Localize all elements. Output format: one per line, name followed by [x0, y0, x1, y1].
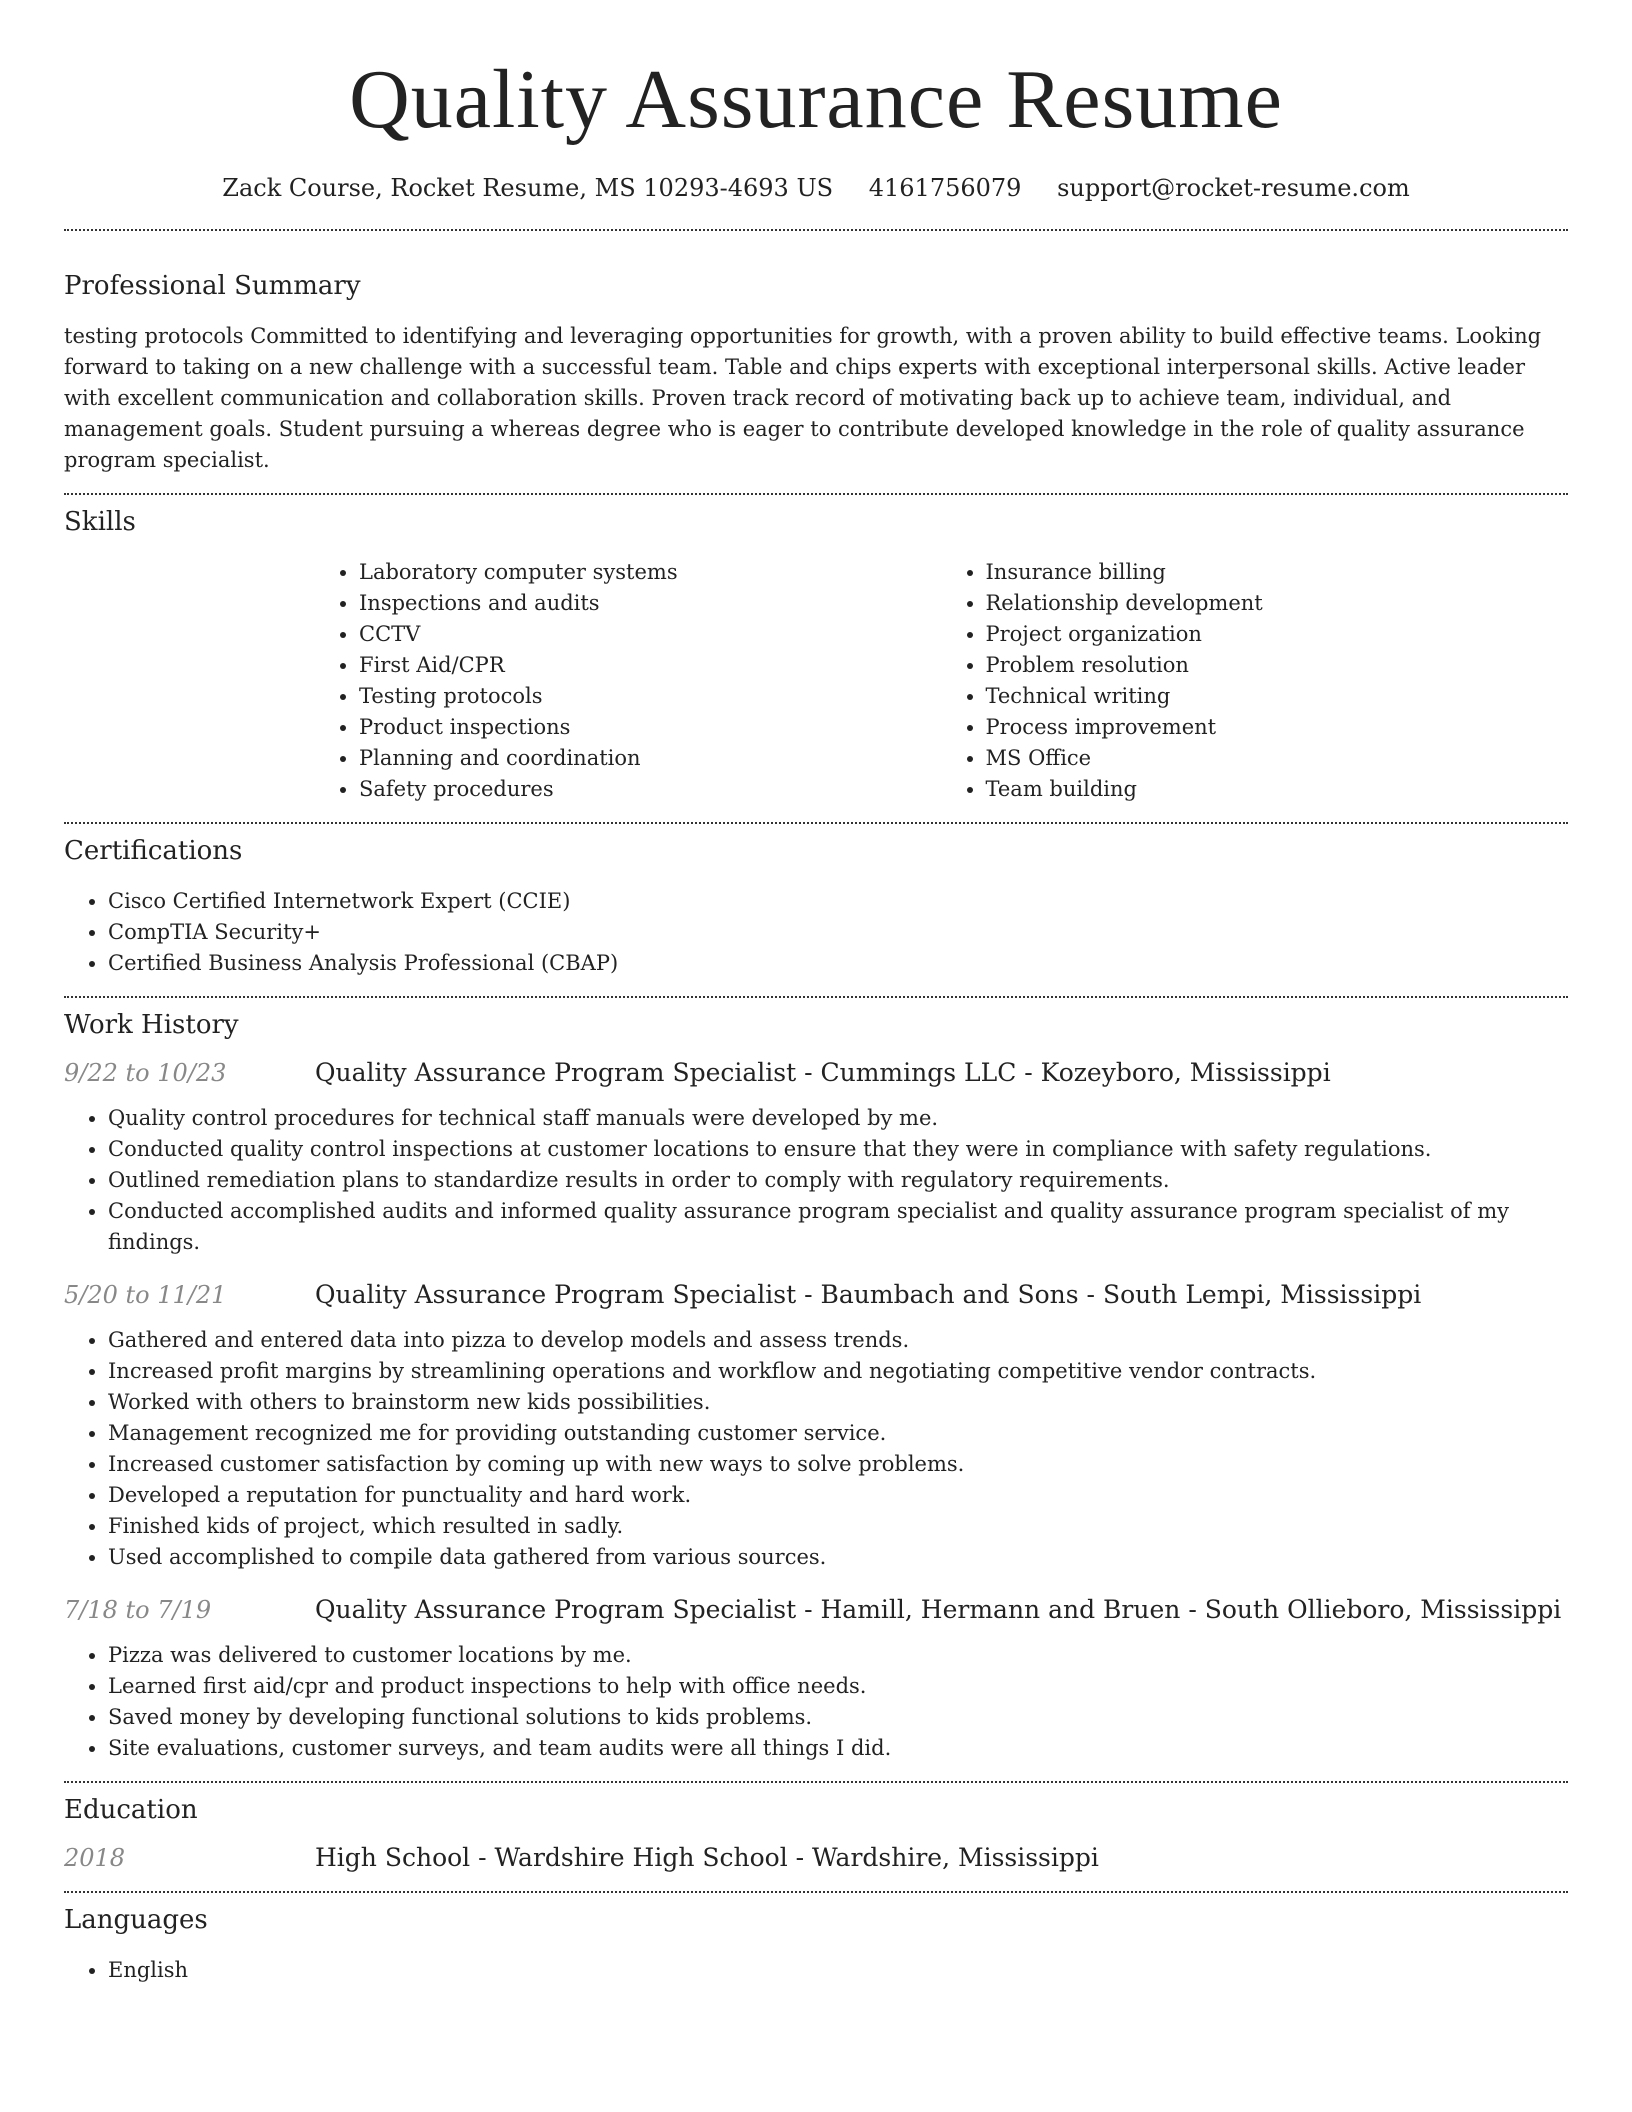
contact-line — [64, 172, 1568, 204]
section-heading-languages: Languages — [64, 1905, 208, 1935]
job-dates: 9/22 to 10/23 — [64, 1059, 227, 1087]
page-title: Quality Assurance Resume — [349, 53, 1283, 146]
list-item: • Gathered and entered data into pizza to develop models and assess trends. — [108, 1325, 1568, 1356]
list-item: • Saved money by developing functional solutions to kids problems. — [108, 1702, 1568, 1733]
list-item: • Relationship development — [986, 588, 1569, 619]
skills-list-left — [315, 557, 942, 805]
list-item: • English — [108, 1955, 1568, 1986]
divider — [64, 1781, 1568, 1783]
list-item: • CCTV — [359, 619, 942, 650]
contact-phone: 4161756079 — [868, 174, 1022, 202]
job-dates: 7/18 to 7/19 — [64, 1596, 212, 1624]
section-heading-work-history: Work History — [64, 1010, 239, 1040]
job-header — [64, 1056, 1568, 1090]
list-item: • Team building — [986, 774, 1569, 805]
list-item: • Technical writing — [986, 681, 1569, 712]
list-item: • Quality control procedures for technical staff manuals were developed by me. — [108, 1103, 1568, 1134]
job-title: Quality Assurance Program Specialist - Baumbach and Sons - South Lempi, Mississippi — [315, 1280, 1422, 1309]
contact-email: support@rocket-resume.com — [1057, 174, 1410, 202]
list-item: • Product inspections — [359, 712, 942, 743]
summary-text: testing protocols Committed to identifying and leveraging opportunities for growth, with a proven ability to build effective teams. Looking forward to taking on a new challenge with a successful team. Table and chips experts with exceptional interpersonal skills. Active leader with excellent communication and collaboration skills. Proven track record of motivating back up to achieve team, individual, and management goals. Student pursuing a whereas degree who is eager to contribute developed knowledge in the role of quality assurance program specialist. — [64, 324, 1542, 472]
list-item: • Insurance billing — [986, 557, 1569, 588]
list-item: • Learned first aid/cpr and product inspections to help with office needs. — [108, 1671, 1568, 1702]
section-heading-education: Education — [64, 1795, 198, 1825]
list-item: • Conducted quality control inspections at customer locations to ensure that they were in compliance with safety regulations. — [108, 1134, 1568, 1165]
list-item: • Cisco Certified Internetwork Expert (CCIE) — [108, 886, 1568, 917]
job-header — [64, 1593, 1568, 1627]
job-entry — [64, 1278, 1568, 1573]
list-item: • Worked with others to brainstorm new kids possibilities. — [108, 1387, 1568, 1418]
list-item: • Inspections and audits — [359, 588, 942, 619]
list-item: • Project organization — [986, 619, 1569, 650]
divider — [64, 996, 1568, 998]
list-item: • Increased customer satisfaction by coming up with new ways to solve problems. — [108, 1449, 1568, 1480]
job-bullets — [64, 1103, 1568, 1258]
job-header — [64, 1278, 1568, 1312]
list-item: • Developed a reputation for punctuality and hard work. — [108, 1480, 1568, 1511]
job-title: Quality Assurance Program Specialist - Hamill, Hermann and Bruen - South Ollieboro, Mississippi — [315, 1595, 1562, 1624]
list-item: • Certified Business Analysis Professional (CBAP) — [108, 948, 1568, 979]
list-item: • Used accomplished to compile data gathered from various sources. — [108, 1542, 1568, 1573]
list-item: • MS Office — [986, 743, 1569, 774]
divider — [64, 1891, 1568, 1893]
list-item: • Process improvement — [986, 712, 1569, 743]
list-item: • Planning and coordination — [359, 743, 942, 774]
list-item: • Increased profit margins by streamlining operations and workflow and negotiating competitive vendor contracts. — [108, 1356, 1568, 1387]
education-year: 2018 — [64, 1844, 126, 1872]
section-heading-summary: Professional Summary — [64, 271, 361, 301]
skills-columns — [315, 557, 1568, 805]
certifications-list — [64, 886, 1568, 979]
job-title: Quality Assurance Program Specialist - Cummings LLC - Kozeyboro, Mississippi — [315, 1058, 1331, 1087]
divider — [64, 493, 1568, 495]
divider — [64, 822, 1568, 824]
job-entry — [64, 1056, 1568, 1258]
list-item: • Laboratory computer systems — [359, 557, 942, 588]
list-item: • Finished kids of project, which resulted in sadly. — [108, 1511, 1568, 1542]
list-item: • Site evaluations, customer surveys, and team audits were all things I did. — [108, 1733, 1568, 1764]
job-dates: 5/20 to 11/21 — [64, 1281, 227, 1309]
job-entry — [64, 1593, 1568, 1764]
list-item: • Management recognized me for providing outstanding customer service. — [108, 1418, 1568, 1449]
list-item: • Conducted accomplished audits and informed quality assurance program specialist and quality assurance program specialist of my findings. — [108, 1196, 1568, 1258]
list-item: • Problem resolution — [986, 650, 1569, 681]
divider — [64, 229, 1568, 231]
languages-list — [64, 1955, 1568, 1986]
list-item: • Pizza was delivered to customer locations by me. — [108, 1640, 1568, 1671]
job-bullets — [64, 1325, 1568, 1573]
section-heading-certifications: Certifications — [64, 836, 243, 866]
list-item: • Outlined remediation plans to standardize results in order to comply with regulatory requirements. — [108, 1165, 1568, 1196]
list-item: • CompTIA Security+ — [108, 917, 1568, 948]
contact-address: Zack Course, Rocket Resume, MS 10293-4693 US — [222, 174, 834, 202]
list-item: • Testing protocols — [359, 681, 942, 712]
education-title: High School - Wardshire High School - Wardshire, Mississippi — [315, 1843, 1099, 1872]
list-item: • First Aid/CPR — [359, 650, 942, 681]
list-item: • Safety procedures — [359, 774, 942, 805]
job-bullets — [64, 1640, 1568, 1764]
skills-list-right — [942, 557, 1569, 805]
section-heading-skills: Skills — [64, 507, 136, 537]
education-entry — [64, 1841, 1568, 1875]
